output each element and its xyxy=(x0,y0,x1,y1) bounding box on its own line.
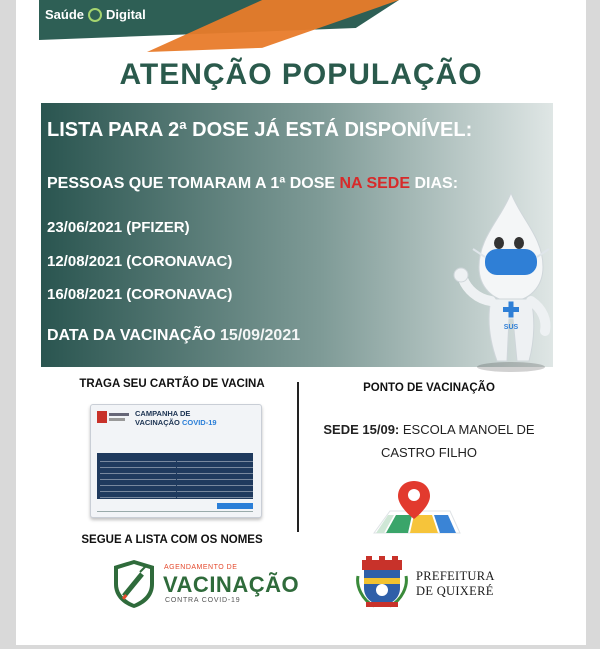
vaccination-point-section xyxy=(304,382,554,460)
subtitle-highlight: NA SEDE xyxy=(339,175,411,192)
dose-date-2: 12/08/2021 (CORONAVAC) xyxy=(47,253,233,270)
card-footer xyxy=(97,503,253,512)
agenda-vacinacao-logo xyxy=(112,558,302,614)
vaccination-point-title: PONTO DE VACINAÇÃO xyxy=(363,382,495,394)
site-name-1: ESCOLA MANOEL DE xyxy=(399,422,535,437)
card-section xyxy=(56,378,288,427)
panel-title: LISTA PARA 2ª DOSE JÁ ESTÁ DISPONÍVEL: xyxy=(47,119,473,141)
card-heading-line2b: COVID-19 xyxy=(181,418,217,427)
coat-of-arms-icon xyxy=(356,556,408,608)
site-name-2: CASTRO FILHO xyxy=(380,445,478,460)
brand-logo xyxy=(45,7,146,22)
subtitle-start: PESSOAS QUE TOMARAM A 1ª DOSE xyxy=(47,175,340,192)
prefeitura-line-1: PREFEITURA xyxy=(416,569,495,583)
card-heading-line2 xyxy=(135,418,217,427)
column-divider xyxy=(297,382,299,532)
map-pin-icon xyxy=(364,477,464,537)
mascot-drop-icon xyxy=(451,189,563,373)
leaf-icon xyxy=(88,8,102,22)
info-panel xyxy=(41,103,553,367)
page-title: ATENÇÃO POPULAÇÃO xyxy=(119,58,483,91)
card-logo-icon xyxy=(97,411,129,425)
panel-subtitle xyxy=(47,175,458,193)
vaccination-card-image xyxy=(90,404,262,518)
header-banner xyxy=(39,0,399,52)
card-dose-table xyxy=(97,453,253,499)
dose-date-3: 16/08/2021 (CORONAVAC) xyxy=(47,286,233,303)
brand-suffix: Digital xyxy=(106,7,146,22)
campaign-poster xyxy=(16,0,586,645)
vaccination-site xyxy=(304,418,554,464)
prefeitura-line-2: DE QUIXERÉ xyxy=(416,584,494,598)
agenda-sub-text: CONTRA COVID-19 xyxy=(165,597,241,604)
card-heading-line1: CAMPANHA DE xyxy=(135,409,191,418)
vaccine-shield-icon xyxy=(112,558,156,610)
prefeitura-logo xyxy=(356,556,526,612)
vaccination-date-line xyxy=(47,327,300,345)
site-line-1 xyxy=(304,418,554,441)
card-heading-line2a: VACINAÇÃO xyxy=(135,418,182,427)
card-section-title: TRAGA SEU CARTÃO DE VACINA xyxy=(79,378,265,390)
site-label: SEDE 15/09: xyxy=(323,422,400,437)
card-dose-col-1 xyxy=(100,456,176,498)
mascot-badge: SUS xyxy=(503,324,519,331)
brand-name: Saúde xyxy=(45,7,85,22)
agenda-small-text: AGENDAMENTO DE xyxy=(164,564,238,571)
dose-date-1: 23/06/2021 (PFIZER) xyxy=(47,219,190,236)
card-dose-col-2 xyxy=(177,456,253,498)
card-heading xyxy=(135,409,217,427)
list-notice: SEGUE A LISTA COM OS NOMES xyxy=(81,534,263,546)
vaccination-date-label: DATA DA VACINAÇÃO xyxy=(47,327,221,344)
subtitle-end: DIAS: xyxy=(410,175,459,192)
agenda-big-text: VACINAÇÃO xyxy=(163,572,300,597)
vaccination-date: 15/09/2021 xyxy=(220,327,301,344)
